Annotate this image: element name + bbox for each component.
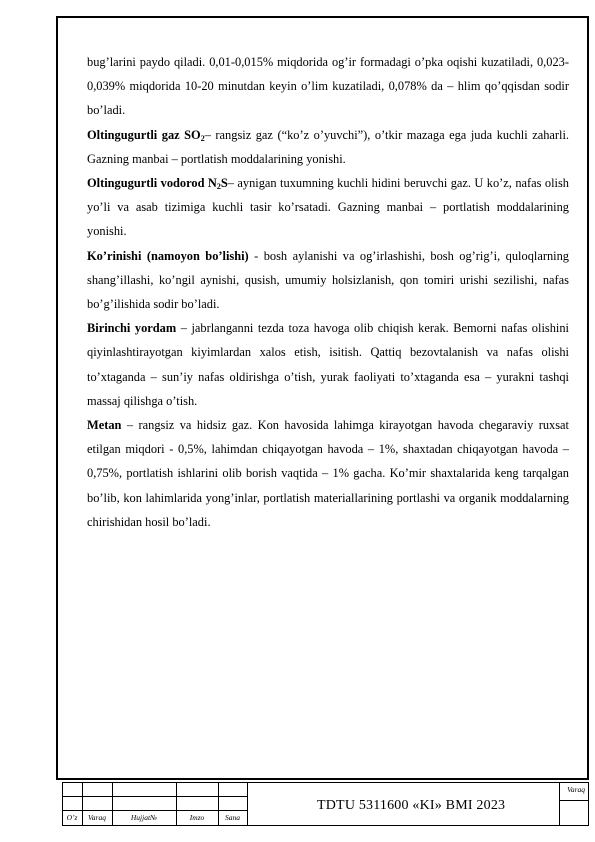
label-varaq-right: Varaq bbox=[567, 785, 585, 794]
document-code: TDTU 5311600 «KI» BMI 2023 bbox=[317, 798, 506, 813]
paragraph-methane: Metan – rangsiz va hidsiz gaz. Kon havosida lahimga kirayotgan havoda chegaraviy ruxsat etilgan miqdori - 0,5%, lahimdan chiqayotgan havoda – 1%, shaxtadan chiqayotgan havoda – 0,75%, portlatish ishlarini olib borish vaqtida – 1% gacha. Ko’mir shaxtalarida keng tarqalgan bo’lib, kon lahimlarida yong’inlar, portlatish materiallarining portlashi va organik moddalarning chirishidan hosil bo’ladi. bbox=[87, 418, 569, 529]
label-sana: Sana bbox=[225, 813, 240, 822]
paragraph-so2: Oltingugurtli gaz $SO_2-$ rangsiz gaz (“ko’z o’yuvchi”), o’tkir mazaga ega juda kuchli zaharli. Gazning manbai – portlatish moddalarining yonishi. bbox=[87, 127, 569, 166]
label-hujjat: Hujjat№ bbox=[130, 813, 158, 822]
paragraph-first-aid: Birinchi yordam – jabrlanganni tezda toza havoga olib chiqish kerak. Bemorni nafas olishini qiyinlashtirayotgan kiyimlardan xalos etish, isitish. Qattiq bezovtalanish va nafas olishi to’xtaganda – sun’iy nafas oldirishga o’tish, yurak faoliyati to’xtaganda esa – yurakni tashqi massaj qilishga o’tish. bbox=[87, 321, 569, 408]
label-imzo: Imzo bbox=[189, 813, 205, 822]
paragraph-h2s: Oltingugurtli vodorod $N_2S-$ aynigan tuxumning kuchli hidini beruvchi gaz. U ko’z, nafas olish yo’li va asab tizimiga kuchli tasir ko’rsatadi. Gazning manbai – portlatish moddalarining yonishi. bbox=[87, 176, 569, 239]
label-oz: O’z bbox=[66, 813, 78, 822]
document-body bbox=[87, 50, 569, 534]
title-block bbox=[62, 782, 589, 826]
paragraph-1: bug’larini paydo qiladi. 0,01-0,015% miqdorida og’ir formadagi o’pka oqishi kuzatiladi, 0,023-0,039% miqdorida 10-20 minutdan keyin o’lim kuzatiladi, 0,078% da – hlim qo’qqisdan sodir bo’ladi. bbox=[87, 55, 569, 118]
label-varaq: Varaq bbox=[88, 813, 106, 822]
paragraph-symptoms: Ko’rinishi (namoyon bo’lishi) - bosh aylanishi va og’irlashishi, bosh og’rig’i, quloqlarning shang’illashi, ko’ngil aynishi, qusish, umumiy holsizlanish, qon tomiri urishi sezilishi, nafas bo’g’ilishida sodir bo’ladi. bbox=[87, 248, 569, 312]
